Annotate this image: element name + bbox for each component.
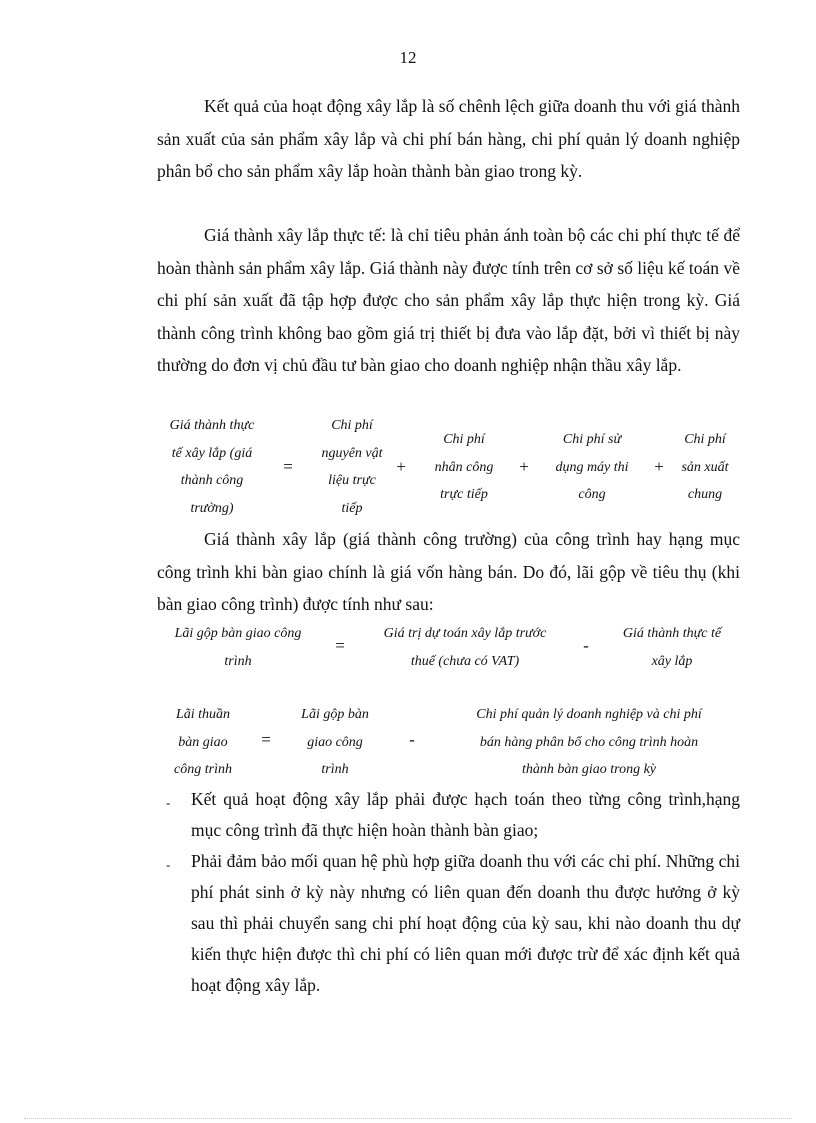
formula3-admin-selling-cost: Chi phí quản lý doanh nghiệp và chi phí bán hàng phân bổ cho công trình hoàn thành bàn giao trong kỳ [476, 707, 702, 777]
paragraph-text: Kết quả của hoạt động xây lắp là số chênh lệch giữa doanh thu với giá thành sản xuất của sản phẩm xây lắp và chi phí bán hàng, chi phí quản lý doanh nghiệp phân bổ cho sản phẩm xây lắp hoàn thành bàn giao trong kỳ. [157, 96, 740, 181]
formula3-gross-profit: Lãi gộp bàn giao công trình [301, 707, 369, 777]
formula1-labor-cost: Chi phí nhân công trực tiếp [434, 432, 494, 502]
formula2-lhs: Lãi gộp bàn giao công trình [174, 626, 302, 669]
formula1-plus-1: + [396, 457, 406, 476]
bullet-mark: - [166, 857, 171, 872]
formula1-plus-3: + [654, 457, 664, 476]
paragraph-text: Giá thành xây lắp thực tế: là chỉ tiêu phản ánh toàn bộ các chi phí thực tế để hoàn thành sản phẩm xây lắp. Giá thành này được tính trên cơ sở số liệu kế toán về chi phí sản xuất đã tập hợp được cho sản phẩm xây lắp thực hiện trong kỳ. Giá thành công trình không bao gồm giá trị thiết bị đưa vào lắp đặt, bởi vì thiết bị này thường do đơn vị chủ đầu tư bàn giao cho doanh nghiệp nhận thầu xây lắp. [157, 225, 740, 375]
bullet-mark: - [166, 795, 171, 810]
formula1-plus-2: + [519, 457, 529, 476]
formula1-lhs: Giá thành thực tế xây lắp (giá thành công trường) [169, 418, 255, 516]
formula3-equals: = [261, 730, 271, 749]
formula1-material-cost: Chi phí nguyên vật liệu trực tiếp [321, 418, 383, 516]
page-number: 12 [399, 48, 417, 67]
formula1-equals: = [283, 457, 293, 476]
formula2-equals: = [335, 636, 345, 655]
paragraph-gross-profit [157, 523, 740, 621]
formula3-minus: - [409, 730, 415, 749]
bullet-item: Phải đảm bảo mối quan hệ phù hợp giữa doanh thu với các chi phí. Những chi phí phát sinh ở kỳ này nhưng có liên quan đến doanh thu được hưởng ở kỳ sau thì phải chuyển sang chi phí hoạt động của kỳ sau, khi nào doanh thu dự kiến thực hiện được thì chi phí có liên quan mới được trừ để xác định kết quả hoạt động xây lắp. [191, 851, 740, 995]
formula1-machine-cost: Chi phí sử dụng máy thi công [555, 432, 629, 502]
paragraph-text: Giá thành xây lắp (giá thành công trường) của công trình hay hạng mục công trình khi bàn giao chính là giá vốn hàng bán. Do đó, lãi gộp về tiêu thụ (khi bàn giao công trình) được tính như sau: [157, 529, 740, 614]
bullet-item: Kết quả hoạt động xây lắp phải được hạch toán theo từng công trình,hạng mục công trình đã thực hiện hoàn thành bàn giao; [191, 789, 740, 840]
formula1-overhead-cost: Chi phí sản xuất chung [681, 432, 729, 502]
formula2-estimated-value: Giá trị dự toán xây lắp trước thuế (chưa có VAT) [383, 626, 547, 669]
footer-divider [24, 1118, 792, 1119]
formula2-actual-cost: Giá thành thực tế xây lắp [622, 626, 722, 669]
paragraph-result-definition [157, 90, 740, 188]
formula2-minus: - [583, 636, 589, 655]
paragraph-actual-cost [157, 219, 740, 382]
formula3-lhs: Lãi thuần bàn giao công trình [174, 707, 232, 777]
